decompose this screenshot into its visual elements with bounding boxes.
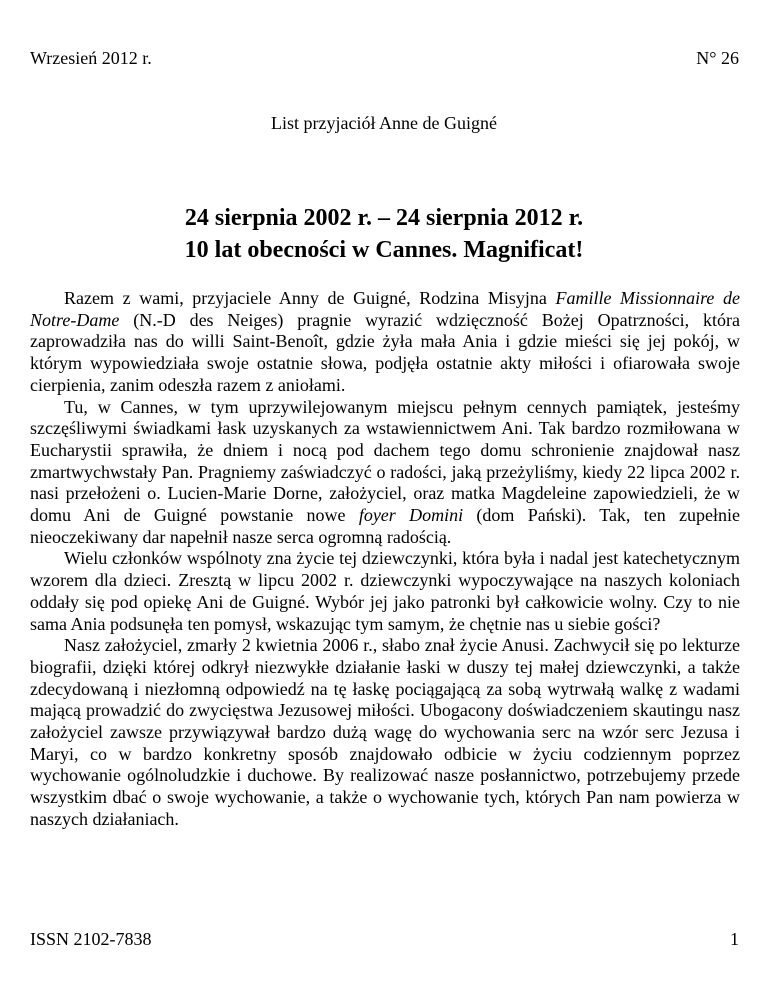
paragraph-1-emphasis: Famille Missionnaire de Notre-Dame <box>30 288 741 330</box>
issn-label: ISSN 2102-7838 <box>30 929 152 949</box>
issue-date: Wrzesień 2012 r. <box>30 48 152 68</box>
paragraph-3: Wielu członków wspólnoty zna życie tej dziewczynki, która była i nadal jest katechetycznym wzorem dla dzieci. Zresztą w lipcu 2002 r. dziewczynki wypoczywające na naszych koloniach oddały się pod opiekę Ani de Guigné. Wybór jej jako patronki był całkowicie wolny. Czy to nie sama Ania podsunęła ten pomysł, wskazując tym samym, że chętnie nas u siebie gości? <box>30 548 740 634</box>
paragraph-1 <box>30 288 740 397</box>
paragraph-4: Nasz założyciel, zmarły 2 kwietnia 2006 r., słabo znał życie Anusi. Zachwycił się po lekturze biografii, dzięki której odkrył niezwykłe działanie łaski w duszy tej małej dziewczynki, a także zdecydowaną i niezłomną odpowiedź na tę łaskę pociągającą za sobą wytrwałą walkę z wadami mającą prowadzić do zwycięstwa Jezusowej miłości. Ubogacony doświadczeniem skautingu nasz założyciel zawsze przywiązywał bardzo dużą wagę do wychowania serc na wzór serc Jezusa i Maryi, co w bardzo konkretny sposób znajdowało odbicie w życiu codziennym poprzez wychowanie ogólnoludzkie i duchowe. By realizować nasze posłannictwo, potrzebujemy przede wszystkim dbać o swoje wychowanie, a także o wychowanie tych, których Pan nam powierza w naszych działaniach. <box>30 635 740 829</box>
paragraph-2-text-b: (dom Pański). Tak, ten zupełnie nieoczekiwany dar napełnił nasze serca ogromną radością. <box>30 505 741 547</box>
article-title <box>0 202 768 266</box>
paragraph-1-text-b: (N.-D des Neiges) pragnie wyrazić wdzięczność Bożej Opatrzności, która zaprowadziła nas do willi Saint-Benoît, gdzie żyła mała Ania i gdzie mieści się jej pokój, w którym wypowiedziała swoje ostatnie słowa, podjęła ostatnie akty miłości i ofiarowała swoje cierpienia, zanim odeszła razem z aniołami. <box>30 309 740 395</box>
title-line-1: 24 sierpnia 2002 r. – 24 sierpnia 2012 r. <box>184 205 584 231</box>
page-number: 1 <box>730 929 739 949</box>
issue-number: N° 26 <box>696 48 739 68</box>
paragraph-2-emphasis: foyer Domini <box>358 505 464 526</box>
title-line-2: 10 lat obecności w Cannes. Magnificat! <box>184 237 584 263</box>
paragraph-1-text-a: Razem z wami, przyjaciele Anny de Guigné, Rodzina Misyjna <box>64 288 556 308</box>
article-body <box>30 288 740 831</box>
paragraph-2-text-a: Tu, w Cannes, w tym uprzywilejowanym miejscu pełnym cennych pamiątek, jesteśmy szczęśliwymi świadkami łask uzyskanych za wstawiennictwem Ani. Tak bardzo rozmiłowana w Eucharystii sprawiła, że dniem i nocą pod dachem tego domu schronienie znajdował nasz zmartwychwstały Pan. Pragniemy zaświadczyć o radości, jaką przeżyliśmy, kiedy 22 lipca 2002 r. nasi przełożeni o. Lucien-Marie Dorne, założyciel, oraz matka Magdeleine zapowiedzieli, że w domu Ani de Guigné powstanie nowe <box>30 396 740 526</box>
newsletter-name: List przyjaciół Anne de Guigné <box>271 113 497 133</box>
paragraph-2 <box>30 397 740 549</box>
